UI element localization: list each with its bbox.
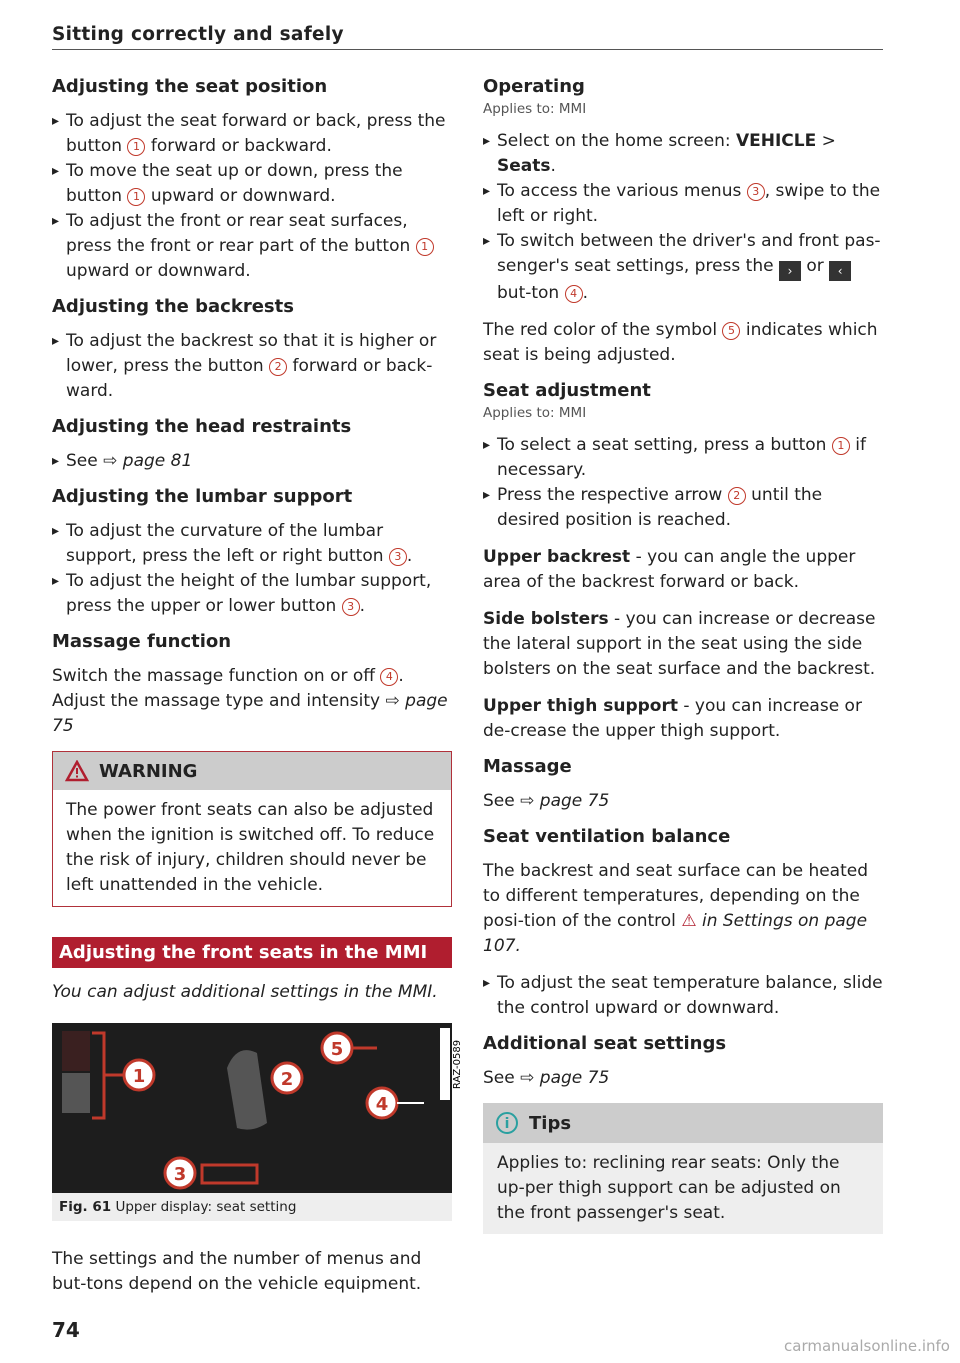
operating-list: [483, 129, 883, 306]
upper-backrest-text: Upper backrest - you can angle the upper area of the backrest forward or back.: [483, 547, 856, 592]
figure-seat-display: [52, 1023, 463, 1193]
right-column: [483, 76, 883, 1234]
ventilation-list: [483, 971, 883, 1021]
list-item: ▸ To adjust the curvature of the lumbar support, press the left or right button 3 .: [52, 519, 452, 569]
info-icon: [495, 1111, 519, 1135]
list-item: ▸ To adjust the seat temperature balance, slide the control upward or downward.: [483, 971, 883, 1021]
symbol-note: The red color of the symbol 5 indicates which seat is being adjusted.: [483, 320, 878, 365]
svg-text:1: 1: [132, 1066, 146, 1087]
lumbar-list: [52, 519, 452, 619]
warning-icon: ⚠: [681, 911, 697, 931]
svg-text:2: 2: [280, 1069, 294, 1090]
heading-seat-position: Adjusting the seat position: [52, 76, 328, 97]
warning-box: [52, 751, 452, 907]
list-item: ▸ To adjust the backrest so that it is higher or lower, press the button 2 forward or back-ward.: [52, 329, 452, 404]
thigh-support-text: Upper thigh support - you can increase or de-crease the upper thigh support.: [483, 696, 862, 741]
tips-title: Tips: [529, 1112, 572, 1134]
tips-text: Applies to: reclining rear seats: Only the up-per thigh support can be adjusted on the front passenger's seat.: [497, 1153, 841, 1223]
next-button-icon: ›: [779, 261, 801, 281]
page-link[interactable]: ⇨ page 75: [52, 691, 448, 736]
figure-code: RAZ-0589: [451, 1039, 463, 1090]
svg-text:3: 3: [173, 1164, 187, 1185]
massage-paragraph: Switch the massage function on or off 4 . Adjust the massage type and intensity ⇨ page 75: [52, 666, 448, 736]
ventilation-text: The backrest and seat surface can be heated to different temperatures, depending on the posi-tion of the control ⚠ in Settings on page 107.: [483, 861, 869, 956]
applies-to: Applies to: MMI: [483, 101, 587, 117]
section-intro: You can adjust additional settings in the MMI.: [52, 982, 438, 1002]
heading-lumbar: Adjusting the lumbar support: [52, 486, 353, 507]
heading-head-restraints: Adjusting the head restraints: [52, 416, 352, 437]
warning-text: The power front seats can also be adjusted when the ignition is switched off. To reduce the risk of injury, children should never be left unattended in the vehicle.: [66, 800, 435, 895]
list-item: ▸ To switch between the driver's and front pas-senger's seat settings, press the › or ‹ but-ton 4 .: [483, 229, 883, 306]
tips-header: [483, 1103, 883, 1143]
list-item: ▸ Press the respective arrow 2 until the desired position is reached.: [483, 483, 883, 533]
watermark: carmanualsonline.info: [784, 1337, 950, 1355]
massage-see: See ⇨ page 75: [483, 791, 610, 811]
seat-display-illustration: [52, 1023, 452, 1193]
figure-caption: Fig. 61 Upper display: seat setting: [52, 1193, 452, 1221]
list-item: ▸ To adjust the height of the lumbar support, press the upper or lower button 3 .: [52, 569, 452, 619]
page-number: 74: [52, 1318, 80, 1342]
heading-seat-adjustment: Seat adjustment: [483, 380, 651, 401]
warning-icon: [65, 760, 89, 782]
page-link[interactable]: ⇨ page 75: [520, 791, 610, 811]
svg-text:5: 5: [330, 1039, 344, 1060]
page-link[interactable]: ⇨ page 75: [520, 1068, 610, 1088]
tips-box: [483, 1103, 883, 1234]
side-bolsters-text: Side bolsters - you can increase or decrease the lateral support in the seat using the side bolsters on the seat surface and the backrest.: [483, 609, 876, 679]
list-item: ▸ To move the seat up or down, press the button 1 upward or downward.: [52, 159, 452, 209]
heading-backrests: Adjusting the backrests: [52, 296, 294, 317]
heading-massage: Massage: [483, 756, 572, 777]
list-item: ▸ Select on the home screen: VEHICLE > Seats.: [483, 129, 883, 179]
svg-text:i: i: [504, 1116, 510, 1132]
svg-text:4: 4: [375, 1094, 389, 1115]
applies-to: Applies to: MMI: [483, 405, 587, 421]
seat-adjustment-list: [483, 433, 883, 533]
page-link[interactable]: ⇨ page 81: [103, 451, 193, 471]
page-header: Sitting correctly and safely: [52, 24, 883, 50]
head-restraints-list: [52, 449, 452, 474]
settings-note: The settings and the number of menus and but-tons depend on the vehicle equipment.: [52, 1249, 422, 1294]
warning-title: WARNING: [99, 760, 198, 782]
list-item: ▸ To adjust the front or rear seat surfaces, press the front or rear part of the button 1 upward or downward.: [52, 209, 452, 284]
list-item: ▸ To select a seat setting, press a button 1 if necessary.: [483, 433, 883, 483]
heading-massage: Massage function: [52, 631, 232, 652]
backrest-list: [52, 329, 452, 404]
prev-button-icon: ‹: [829, 261, 851, 281]
warning-header: [53, 752, 451, 790]
section-title: Adjusting the front seats in the MMI: [52, 937, 452, 968]
heading-additional: Additional seat settings: [483, 1033, 727, 1054]
list-item: ▸ See ⇨ page 81: [52, 449, 452, 474]
heading-ventilation: Seat ventilation balance: [483, 826, 731, 847]
left-column: [52, 76, 463, 1309]
page-link[interactable]: in Settings on page 107.: [483, 911, 868, 956]
seat-position-list: [52, 109, 452, 284]
heading-operating: Operating: [483, 76, 585, 97]
additional-see: See ⇨ page 75: [483, 1068, 610, 1088]
list-item: ▸ To adjust the seat forward or back, press the button 1 forward or backward.: [52, 109, 452, 159]
list-item: ▸ To access the various menus 3 , swipe to the left or right.: [483, 179, 883, 229]
